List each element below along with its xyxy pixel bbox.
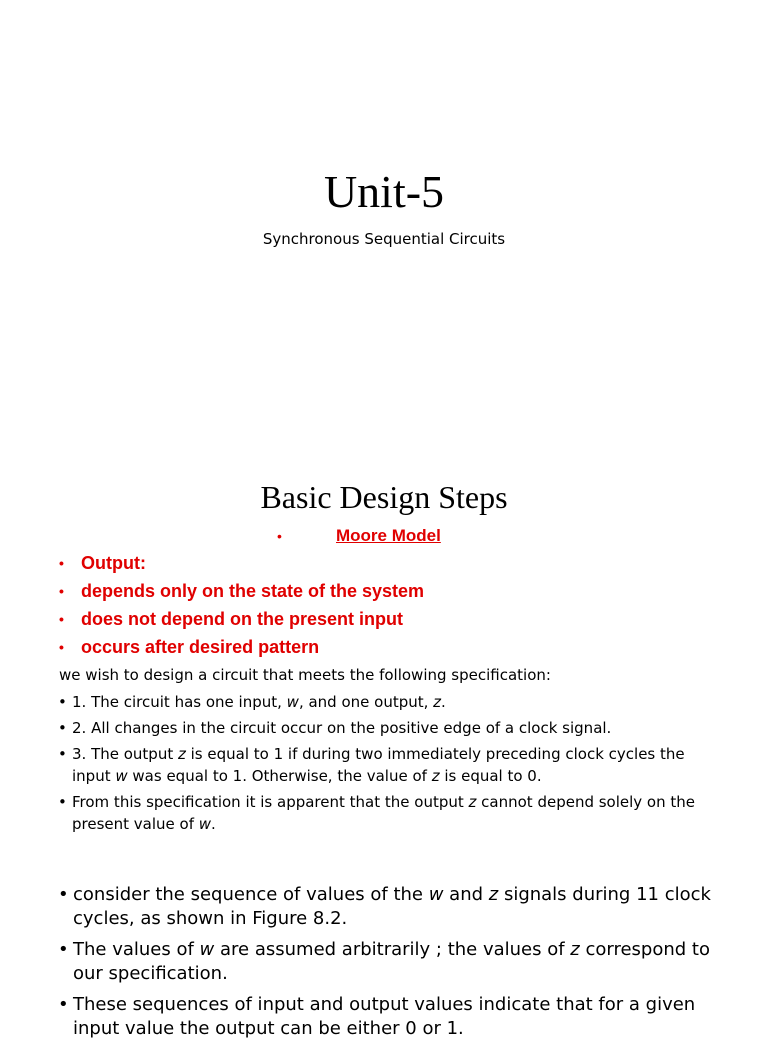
variable: w [198,815,212,833]
list-item [58,993,718,1041]
output-properties-list [56,551,424,663]
intro-text: we wish to design a circuit that meets the following specification: [59,666,551,684]
bullet: • [58,745,67,763]
section-title: Basic Design Steps [260,479,508,515]
text: 1. The circuit has one input, [72,693,287,711]
variable: w [199,939,215,960]
list-item [56,607,424,635]
variable: w [286,693,299,711]
model-heading: Moore Model [336,526,441,545]
variable: z [488,884,499,905]
text: , and one output, [298,693,434,711]
text: is equal to 0. [439,767,542,785]
variable: w [115,767,128,785]
slide-subtitle: Synchronous Sequential Circuits [262,230,506,248]
bullet: • [58,719,67,737]
sequence-explanation-list [58,883,718,1048]
specification-list [58,691,718,839]
list-item [58,691,718,713]
text: correspond to our specification. [73,939,710,984]
text: are assumed arbitrarily ; the values of [214,939,571,960]
list-item [56,579,424,607]
model-heading-row [0,525,768,547]
list-item-text: does not depend on the present input [81,609,403,629]
list-item [58,791,718,835]
bullet: • [59,583,64,599]
list-item-text: Output: [81,553,146,573]
bullet: • [58,994,69,1015]
variable: z [178,745,186,763]
variable: w [428,884,444,905]
variable: z [570,939,580,960]
variable: z [433,693,442,711]
list-item [56,551,424,579]
list-item-text: occurs after desired pattern [81,637,320,657]
bullet: • [59,555,64,571]
bullet: • [277,528,282,544]
text: These sequences of input and output values indicate that for a given input value the output can be either 0 or 1. [73,994,696,1039]
variable: z [431,767,440,785]
list-item [58,938,718,986]
variable: z [468,793,477,811]
content-slide [0,430,768,1039]
list-item [58,743,718,787]
bullet: • [58,884,69,905]
list-item [58,717,718,739]
text: was equal to 1. Otherwise, the value of [127,767,432,785]
bullet: • [58,693,67,711]
text: . [441,693,446,711]
text: signals during 11 clock cycles, as shown in Figure 8.2. [73,884,711,929]
bullet: • [59,611,64,627]
text: 2. All changes in the circuit occur on the positive edge of a clock signal. [72,719,612,737]
text: is equal to 1 if during two immediately preceding clock cycles the input [72,745,685,785]
text: and [443,884,489,905]
text: cannot depend solely on the present value of [72,793,696,833]
text: 3. The output [72,745,178,763]
list-item [58,883,718,931]
bullet: • [58,793,67,811]
list-item-text: depends only on the state of the system [81,581,425,601]
text: From this specification it is apparent that the output [72,793,469,811]
bullet: • [59,639,64,655]
title-slide [0,0,768,430]
text: The values of [73,939,200,960]
text: consider the sequence of values of the [73,884,429,905]
text: . [211,815,216,833]
slide-title: Unit-5 [323,166,445,217]
bullet: • [58,939,69,960]
list-item [56,635,424,663]
